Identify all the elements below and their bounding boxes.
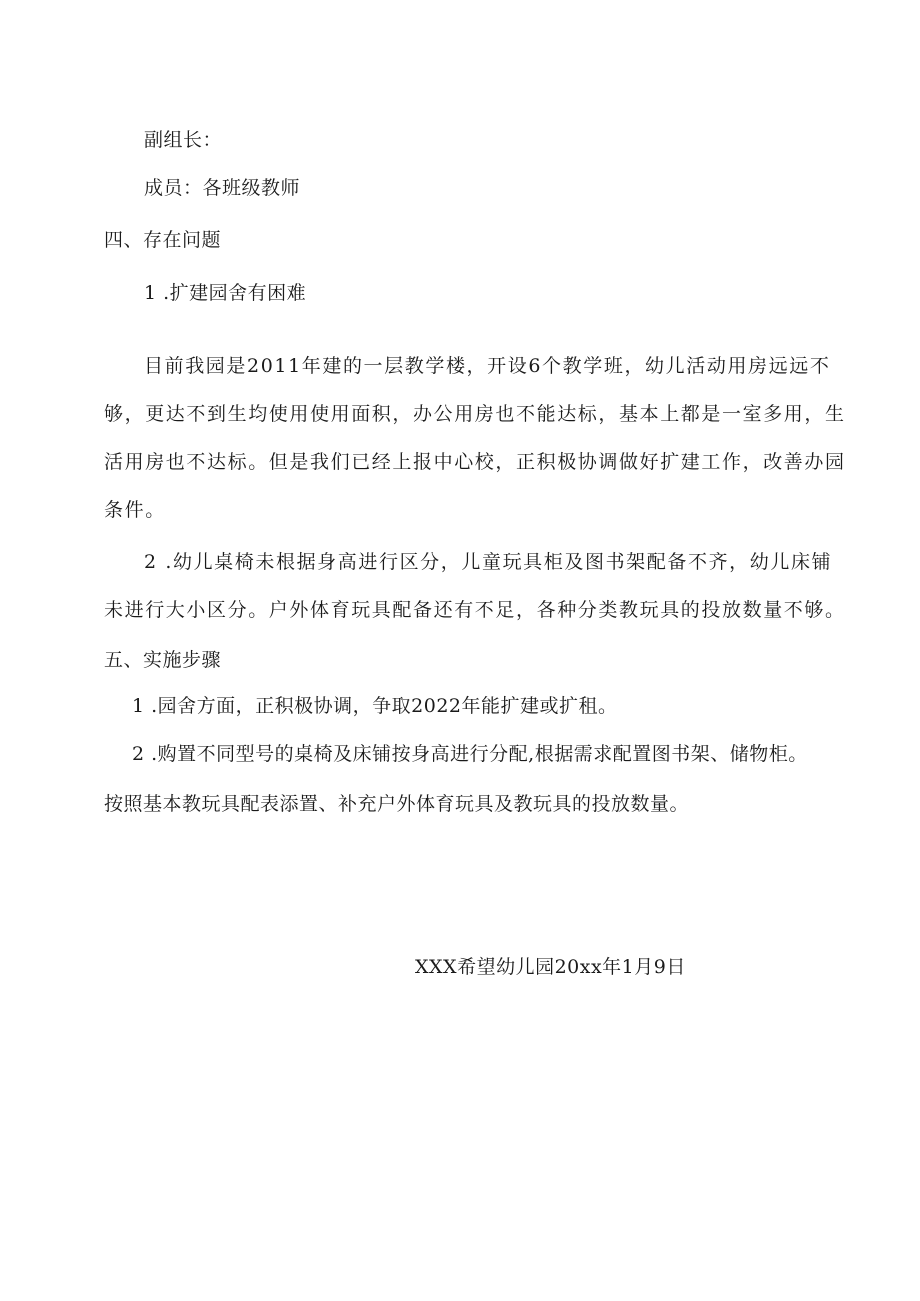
- signature-date: XXX希望幼儿园20xx年1月9日: [415, 956, 686, 978]
- section-4-item-1-line-3: 活用房也不达标。但是我们已经上报中心校，正积极协调做好扩建工作，改善办园: [104, 451, 846, 473]
- section-5-item-1: 1 .园舍方面，正积极协调，争取2022年能扩建或扩租。: [132, 695, 618, 717]
- vice-leader-line: 副组长：: [144, 129, 223, 151]
- section-5-item-2-line-1: 2 .购置不同型号的桌椅及床铺按身高进行分配,根据需求配置图书架、储物柜。: [132, 743, 808, 765]
- section-5-item-2-line-2: 按照基本教玩具配表添置、补充户外体育玩具及教玩具的投放数量。: [104, 793, 690, 815]
- section-4-item-1-title: 1 .扩建园舍有困难: [144, 282, 307, 304]
- section-4-item-2-line-2: 未进行大小区分。户外体育玩具配备还有不足，各种分类教玩具的投放数量不够。: [104, 599, 846, 621]
- section-4-item-1-line-1: 目前我园是2011年建的一层教学楼，开设6个教学班，幼儿活动用房远远不: [144, 355, 831, 377]
- section-4-item-2-line-1: 2 .幼儿桌椅未根据身高进行区分，儿童玩具柜及图书架配备不齐，幼儿床铺: [144, 551, 833, 573]
- members-line: 成员：各班级教师: [144, 177, 301, 199]
- section-4-item-1-line-4: 条件。: [104, 499, 166, 521]
- section-4-item-1-line-2: 够，更达不到生均使用使用面积，办公用房也不能达标，基本上都是一室多用，生: [104, 403, 846, 425]
- section-4-heading: 四、存在问题: [104, 229, 222, 251]
- section-5-heading: 五、实施步骤: [104, 649, 222, 671]
